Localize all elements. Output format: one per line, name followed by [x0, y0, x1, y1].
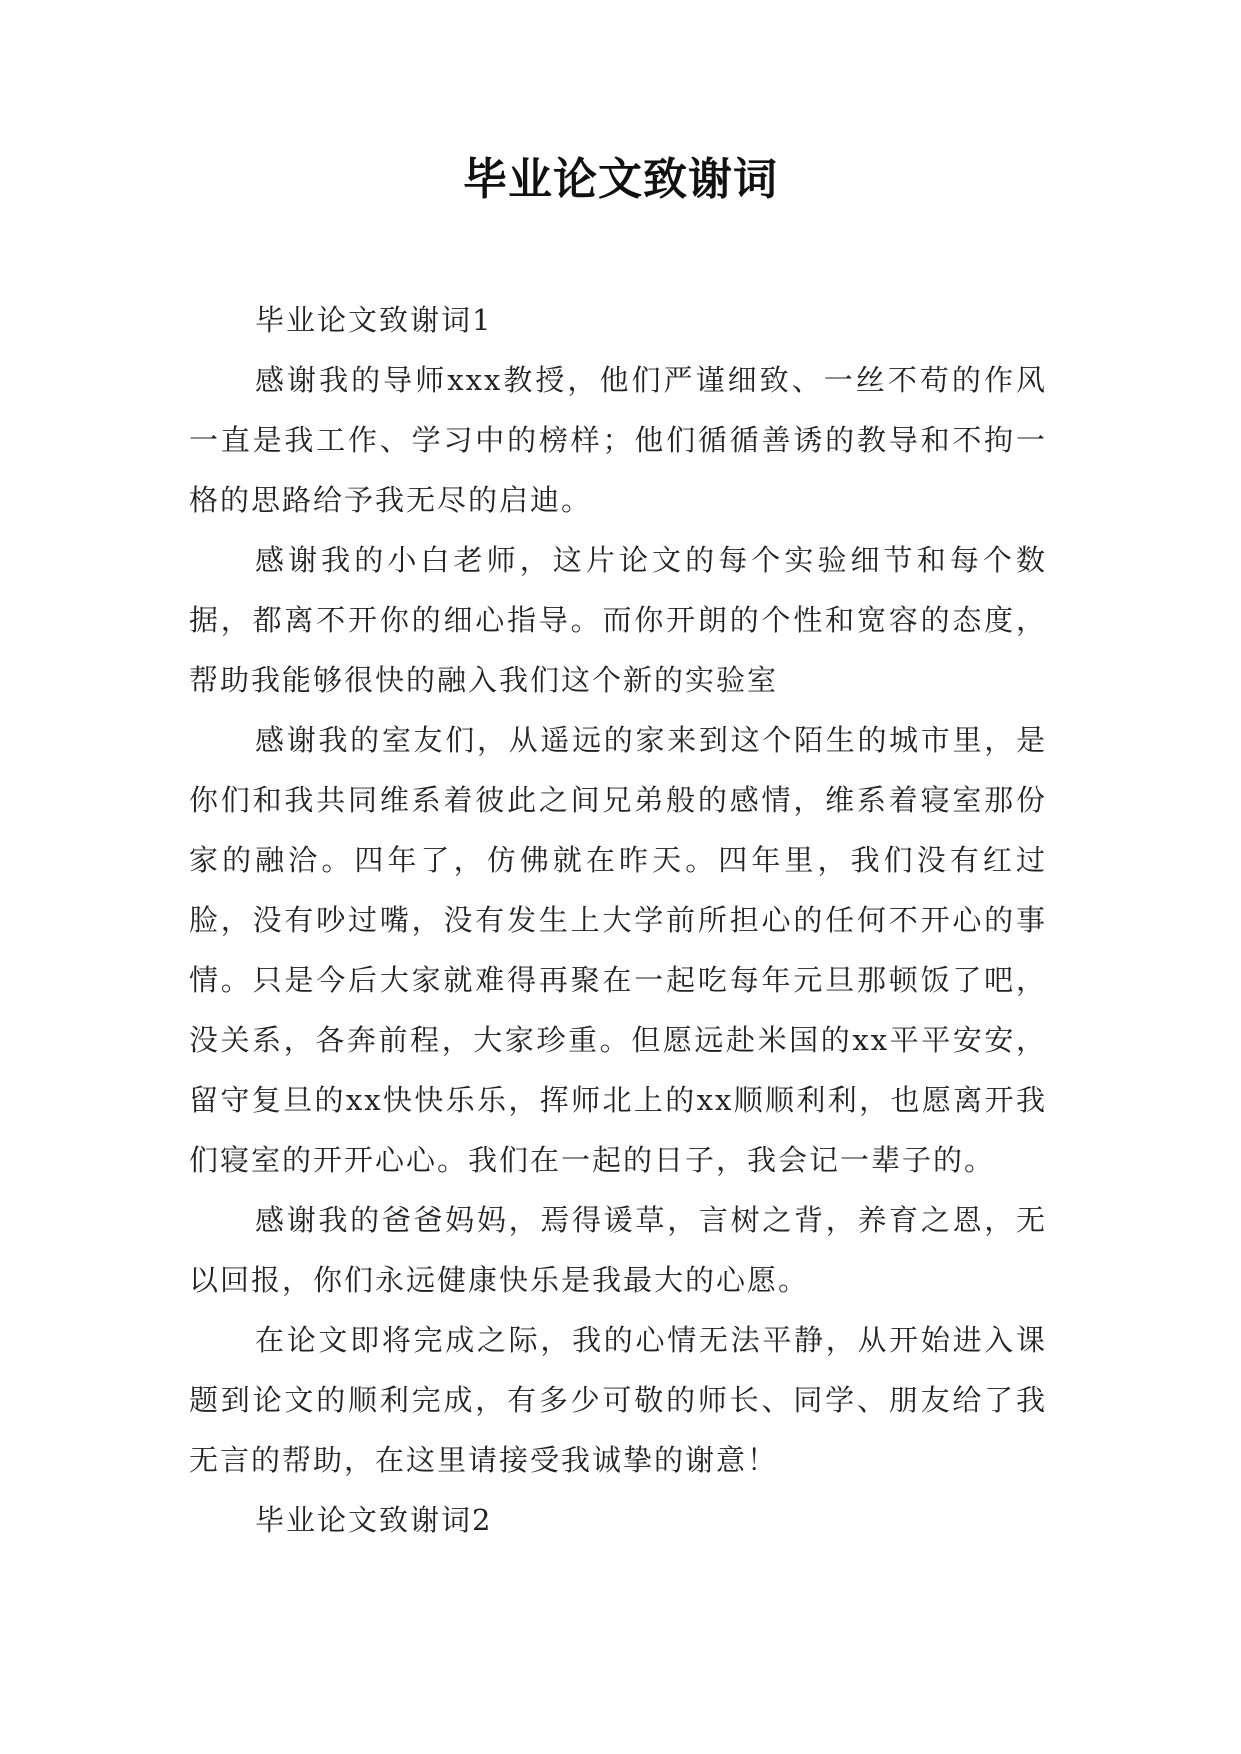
paragraph-closing-thanks: 在论文即将完成之际，我的心情无法平静，从开始进入课题到论文的顺利完成，有多少可敬的师长、同学、朋友给了我无言的帮助，在这里请接受我诚挚的谢意！ — [189, 1323, 1047, 1477]
paragraph-parents-thanks: 感谢我的爸爸妈妈，焉得谖草，言树之背，养育之恩，无以回报，你们永远健康快乐是我最大的心愿。 — [189, 1203, 1047, 1297]
section-heading-1: 毕业论文致谢词1 — [255, 303, 493, 337]
section-heading-2: 毕业论文致谢词2 — [255, 1503, 493, 1537]
paragraph-roommates-thanks: 感谢我的室友们，从遥远的家来到这个陌生的城市里，是你们和我共同维系着彼此之间兄弟般的感情，维系着寝室那份家的融洽。四年了，仿佛就在昨天。四年里，我们没有红过脸，没有吵过嘴，没有发生上大学前所担心的任何不开心的事情。只是今后大家就难得再聚在一起吃每年元旦那顿饭了吧，没关系，各奔前程，大家珍重。但愿远赴米国的xx平平安安，留守复旦的xx快快乐乐，挥师北上的xx顺顺利利，也愿离开我们寝室的开开心心。我们在一起的日子，我会记一辈子的。 — [189, 723, 1047, 1177]
paragraph-teacher-thanks: 感谢我的小白老师，这片论文的每个实验细节和每个数据，都离不开你的细心指导。而你开朗的个性和宽容的态度，帮助我能够很快的融入我们这个新的实验室 — [189, 543, 1047, 697]
paragraph-advisor-thanks: 感谢我的导师xxx教授，他们严谨细致、一丝不苟的作风一直是我工作、学习中的榜样；他们循循善诱的教导和不拘一格的思路给予我无尽的启迪。 — [189, 363, 1047, 517]
document-title: 毕业论文致谢词 — [463, 154, 778, 205]
document-body — [189, 290, 1047, 1550]
